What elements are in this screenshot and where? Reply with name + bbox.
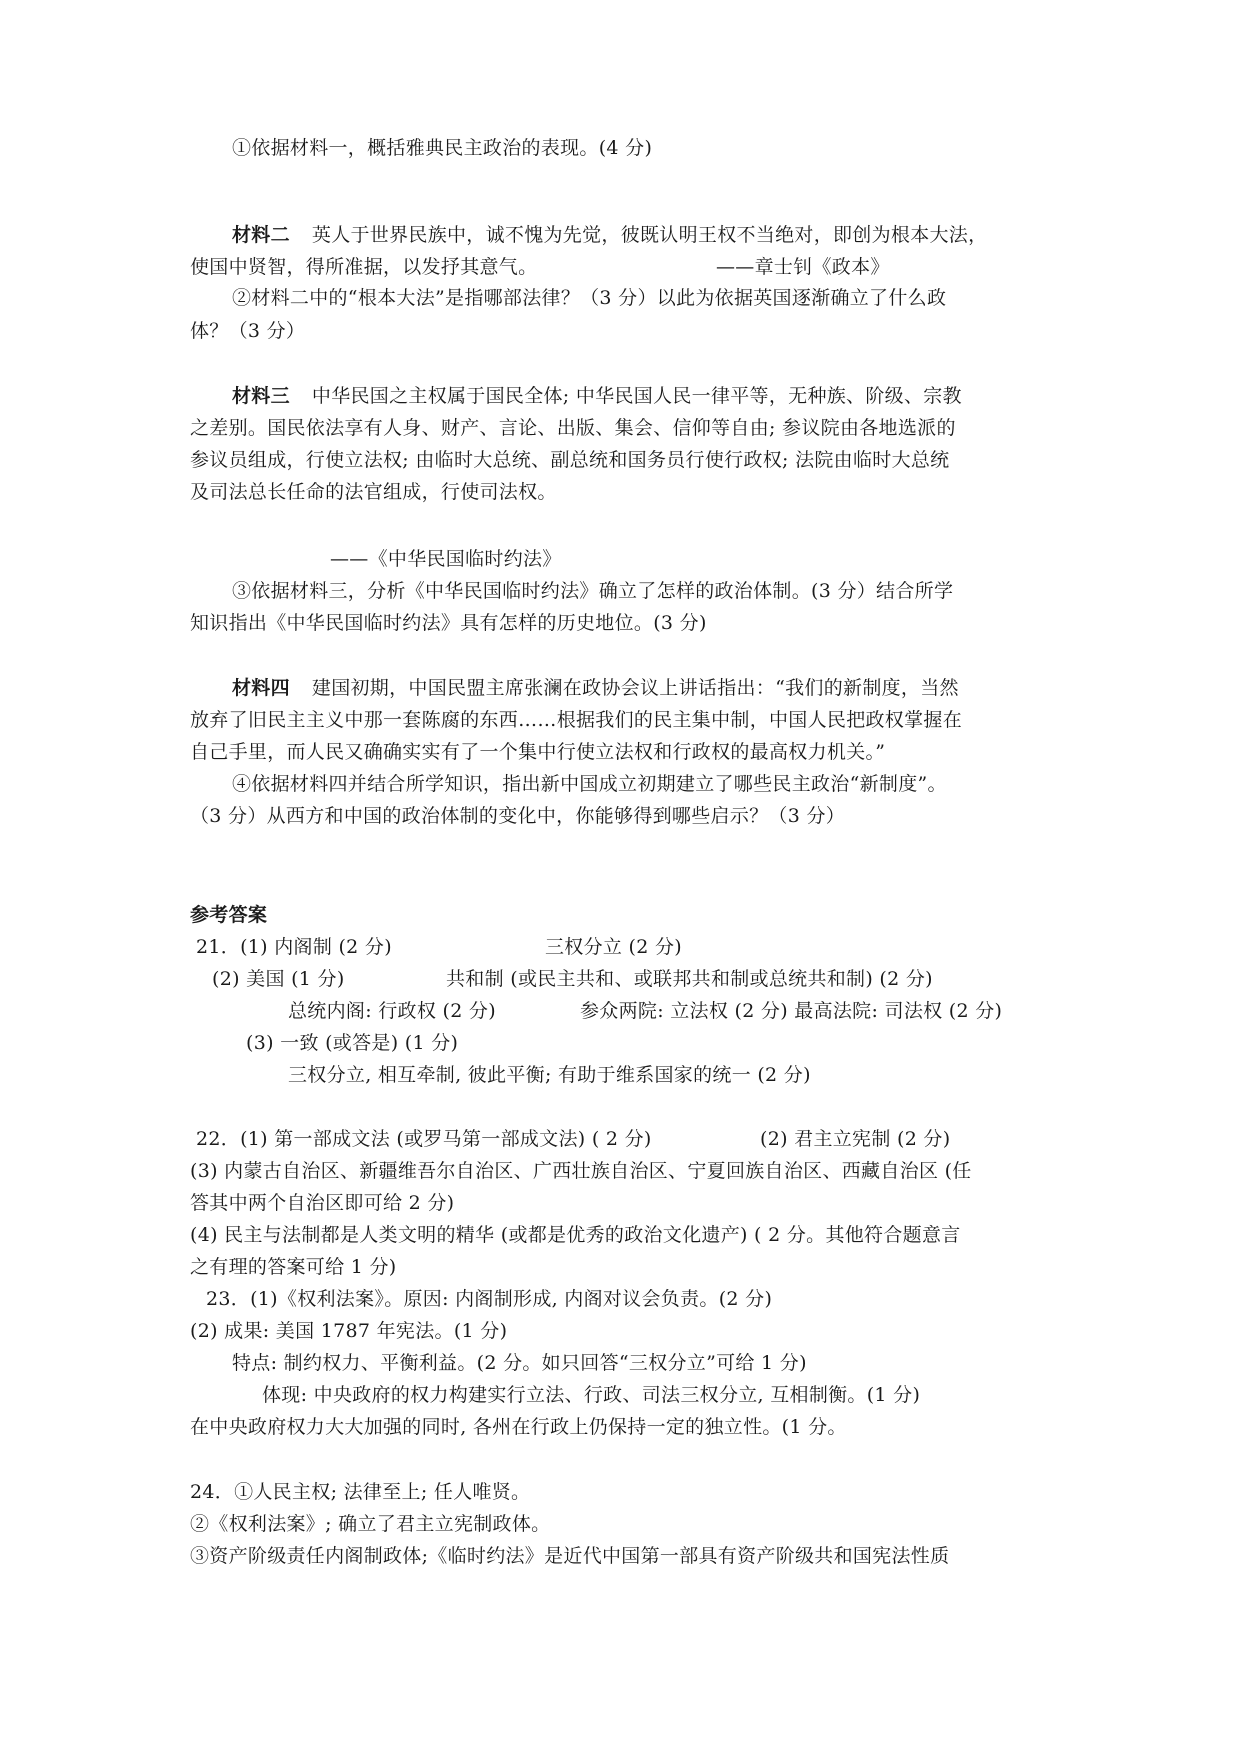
question-2-line-1: ②材料二中的“根本大法”是指哪部法律？（3 分）以此为依据英国逐渐确立了什么政 (232, 287, 947, 309)
material-4-label: 材料四 (232, 677, 290, 699)
answer-23-4: 体现: 中央政府的权力构建实行立法、行政、司法三权分立, 互相制衡。(1 分) (262, 1384, 921, 1406)
answer-22-4b: 之有理的答案可给 1 分) (190, 1256, 397, 1278)
material-4-text-1: 建国初期，中国民盟主席张澜在政协会议上讲话指出：“我们的新制度，当然 (311, 677, 959, 699)
answer-22-1b: (2) 君主立宪制 (2 分) (760, 1128, 951, 1150)
answer-21-2b: 共和制 (或民主共和、或联邦共和制或总统共和制) (2 分) (446, 968, 933, 990)
answer-24-3: ③资产阶级责任内阁制政体;《临时约法》是近代中国第一部具有资产阶级共和国宪法性质 (190, 1545, 950, 1567)
answer-22-3a: (3) 内蒙古自治区、新疆维吾尔自治区、广西壮族自治区、宁夏回族自治区、西藏自治区 (任 (190, 1160, 972, 1182)
material-2-source: ——章士钊《政本》 (716, 256, 890, 278)
material-2-text-1: 英人于世界民族中，诚不愧为先觉，彼既认明王权不当绝对，即创为根本大法， (311, 224, 988, 246)
answer-22-4a: (4) 民主与法制都是人类文明的精华 (或都是优秀的政治文化遗产) ( 2 分。其他符合题意言 (190, 1224, 961, 1246)
material-3-label: 材料三 (232, 385, 290, 407)
material-3-source: ——《中华民国临时约法》 (330, 548, 562, 570)
question-4-line-2: （3 分）从西方和中国的政治体制的变化中，你能够得到哪些启示？（3 分） (190, 805, 846, 827)
answer-21-3b: 三权分立, 相互牵制, 彼此平衡; 有助于维系国家的统一 (2 分) (288, 1064, 811, 1086)
answer-21-1b: 三权分立 (2 分) (545, 936, 682, 958)
question-3-line-2: 知识指出《中华民国临时约法》具有怎样的历史地位。(3 分) (190, 612, 707, 634)
answers-heading: 参考答案 (190, 904, 268, 926)
answer-23-2: (2) 成果: 美国 1787 年宪法。(1 分) (190, 1320, 508, 1342)
answer-23-3: 特点: 制约权力、平衡利益。(2 分。如只回答“三权分立”可给 1 分) (232, 1352, 807, 1374)
material-4-line-2: 放弃了旧民主主义中那一套陈腐的东西……根据我们的民主集中制，中国人民把政权掌握在 (190, 709, 963, 731)
material-3-line-2: 之差别。国民依法享有人身、财产、言论、出版、集会、信仰等自由; 参议院由各地选派的 (190, 417, 956, 439)
answer-23-5: 在中央政府权力大大加强的同时, 各州在行政上仍保持一定的独立性。(1 分。 (190, 1416, 847, 1438)
answer-22-3b: 答其中两个自治区即可给 2 分) (190, 1192, 455, 1214)
material-4-line-3: 自己手里，而人民又确确实实有了一个集中行使立法权和行政权的最高权力机关。” (190, 741, 886, 763)
material-3-line-3: 参议员组成，行使立法权; 由临时大总统、副总统和国务员行使行政权; 法院由临时大总统 (190, 449, 950, 471)
answer-21-2a: (2) 美国 (1 分) (212, 968, 345, 990)
answer-21-2c: 总统内阁: 行政权 (2 分) (288, 1000, 496, 1022)
answer-22-1a: 22．(1) 第一部成文法 (或罗马第一部成文法) ( 2 分) (196, 1128, 652, 1150)
material-2-label: 材料二 (232, 224, 290, 246)
answer-21-1a: 21．(1) 内阁制 (2 分) (196, 936, 392, 958)
material-4-line-1 (232, 675, 959, 701)
material-3-text-1: 中华民国之主权属于国民全体; 中华民国人民一律平等，无种族、阶级、宗教 (311, 385, 962, 407)
answer-23-1: 23．(1)《权利法案》。原因: 内阁制形成, 内阁对议会负责。(2 分) (206, 1288, 773, 1310)
answer-24-2: ②《权利法案》; 确立了君主立宪制政体。 (190, 1513, 551, 1535)
material-3-line-4: 及司法总长任命的法官组成，行使司法权。 (190, 481, 557, 503)
question-1: ①依据材料一，概括雅典民主政治的表现。(4 分) (232, 137, 653, 159)
material-3-line-1 (232, 383, 962, 409)
question-4-line-1: ④依据材料四并结合所学知识，指出新中国成立初期建立了哪些民主政治“新制度”。 (232, 773, 947, 795)
question-2-line-2: 体？（3 分） (190, 320, 306, 342)
answer-21-2d: 参众两院: 立法权 (2 分) 最高法院: 司法权 (2 分) (580, 1000, 1003, 1022)
answer-21-3a: (3) 一致 (或答是) (1 分) (246, 1032, 459, 1054)
answer-24-1: 24．①人民主权; 法律至上; 任人唯贤。 (190, 1481, 531, 1503)
material-2-line-2: 使国中贤智，得所准据，以发抒其意气。 (190, 256, 538, 278)
question-3-line-1: ③依据材料三，分析《中华民国临时约法》确立了怎样的政治体制。(3 分）结合所学 (232, 580, 954, 602)
material-2-line-1 (232, 222, 987, 248)
